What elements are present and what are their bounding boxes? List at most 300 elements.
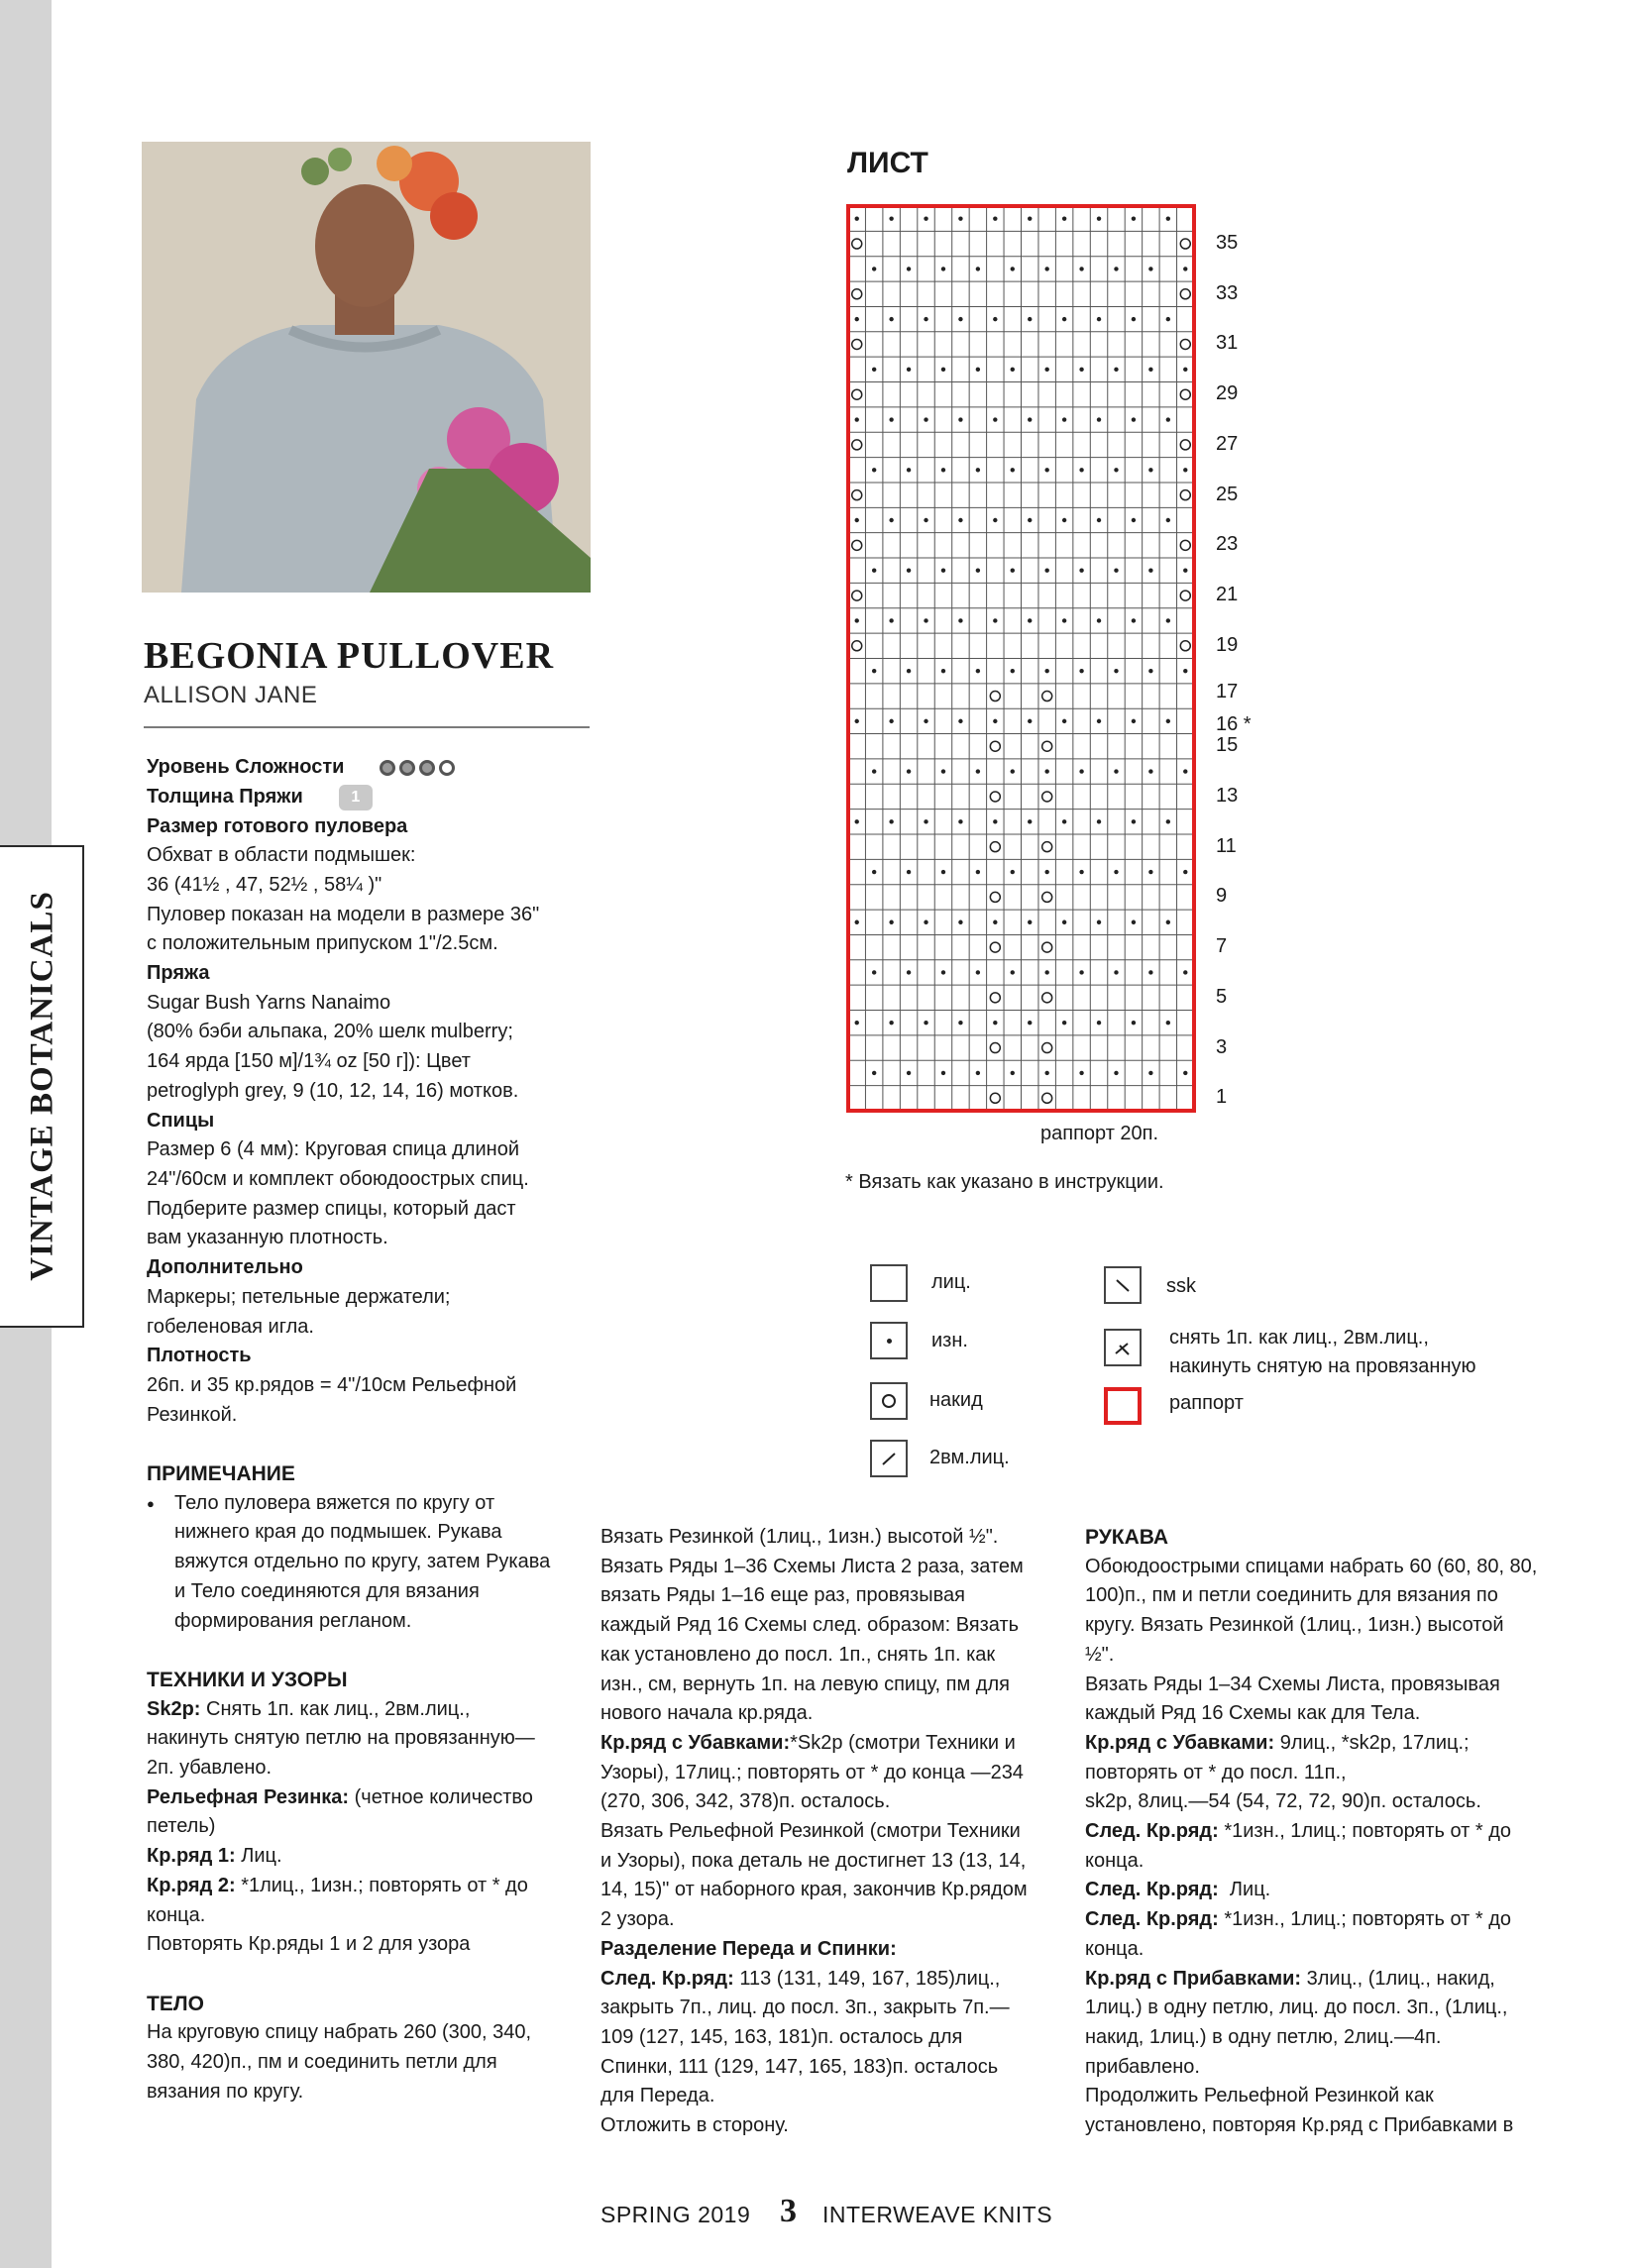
purl-stitch	[1011, 870, 1015, 874]
purl-stitch	[993, 216, 997, 220]
body-text-line: для Переда.	[600, 2085, 715, 2107]
chart-grid	[848, 206, 1194, 1111]
purl-stitch	[872, 368, 876, 372]
sleeve-dec-label: Кр.ряд с Убавками:	[1085, 1731, 1275, 1754]
purl-stitch	[1148, 468, 1152, 472]
purl-stitch	[889, 1021, 893, 1025]
chart-row-number: 19	[1216, 633, 1239, 656]
purl-stitch	[855, 216, 859, 220]
purl-stitch	[976, 970, 980, 974]
note-line: и Тело соединяются для вязания	[174, 1579, 480, 1602]
legend-sk2p-line: снять 1п. как лиц., 2вм.лиц.,	[1169, 1327, 1429, 1349]
purl-stitch	[872, 267, 876, 270]
right-column	[1085, 1523, 1580, 2141]
techniques-heading: ТЕХНИКИ И УЗОРЫ	[147, 1668, 348, 1691]
legend-ssk: ssk	[1166, 1275, 1196, 1297]
purl-stitch	[1044, 970, 1048, 974]
yarn-line: petroglyph grey, 9 (10, 12, 14, 16) мотков.	[147, 1079, 519, 1102]
purl-stitch	[1183, 368, 1187, 372]
sleeve-line: конца.	[1085, 1849, 1144, 1872]
sleeve-next-label: След. Кр.ряд:	[1085, 1879, 1219, 1901]
purl-stitch	[1132, 216, 1136, 220]
purl-stitch	[1044, 870, 1048, 874]
purl-stitch	[976, 468, 980, 472]
row2-text: конца.	[147, 1903, 206, 1926]
purl-stitch	[1062, 920, 1066, 924]
purl-stitch	[1011, 267, 1015, 270]
note-line: Тело пуловера вяжется по кругу от	[174, 1491, 495, 1514]
purl-stitch	[993, 618, 997, 622]
purl-stitch	[1097, 216, 1101, 220]
purl-stitch	[1166, 216, 1170, 220]
purl-stitch	[941, 970, 945, 974]
purl-stitch	[941, 569, 945, 573]
chart-row-number: 25	[1216, 483, 1239, 505]
purl-stitch	[1148, 569, 1152, 573]
yarn-over-stitch	[852, 641, 862, 651]
yarn-weight-label: Толщина Пряжи	[147, 785, 303, 808]
yarn-over-stitch	[1042, 842, 1052, 852]
chart-row-number: 13	[1216, 784, 1239, 807]
size-line: Обхват в области подмышек:	[147, 844, 416, 867]
purl-stitch	[1114, 970, 1118, 974]
size-line: Пуловер показан на модели в размере 36"	[147, 903, 540, 925]
yarn-over-stitch	[990, 993, 1000, 1003]
purl-stitch	[1079, 368, 1083, 372]
sk2p-label: Sk2p:	[147, 1697, 201, 1720]
sleeve-line: *1изн., 1лиц.; повторять от * до	[1218, 1820, 1511, 1843]
purl-stitch	[1148, 1071, 1152, 1075]
sleeves-heading: РУКАВА	[1085, 1526, 1169, 1549]
purl-stitch	[1011, 368, 1015, 372]
purl-stitch	[1028, 719, 1032, 723]
chart-row-number: 35	[1216, 232, 1239, 255]
purl-stitch	[1114, 368, 1118, 372]
yarn-over-stitch	[1042, 692, 1052, 702]
sleeve-line: каждый Ряд 16 Схемы как для Тела.	[1085, 1702, 1421, 1725]
body-line: На круговую спицу набрать 260 (300, 340,	[147, 2021, 532, 2044]
purl-stitch	[1062, 417, 1066, 421]
note-line: нижнего края до подмышек. Рукава	[174, 1521, 502, 1544]
purl-stitch	[907, 769, 911, 773]
purl-stitch	[941, 267, 945, 270]
purl-stitch	[1062, 317, 1066, 321]
sleeve-next-label: След. Кр.ряд:	[1085, 1820, 1219, 1843]
purl-stitch	[1132, 920, 1136, 924]
sleeve-line: Продолжить Рельефной Резинкой как	[1085, 2085, 1434, 2107]
yarn-over-stitch	[1042, 942, 1052, 952]
yarn-line: Sugar Bush Yarns Nanaimo	[147, 991, 391, 1014]
row2-text: *1лиц., 1изн.; повторять от * до	[235, 1874, 528, 1896]
sk2p-text: 2п. убавлено.	[147, 1757, 272, 1780]
purl-stitch	[1166, 518, 1170, 522]
sleeve-line: конца.	[1085, 1937, 1144, 1960]
purl-stitch	[1011, 669, 1015, 673]
repeat-symbol-icon	[1104, 1387, 1142, 1425]
sleeve-line: ½".	[1085, 1643, 1115, 1666]
purl-stitch	[855, 518, 859, 522]
yarn-over-stitch	[990, 942, 1000, 952]
purl-stitch	[1132, 317, 1136, 321]
rib-text: (четное количество	[349, 1785, 533, 1808]
purl-stitch	[1183, 267, 1187, 270]
purl-stitch	[1062, 518, 1066, 522]
chart-row-number: 17	[1216, 680, 1239, 702]
body-line: 380, 420)п., пм и соединить петли для	[147, 2051, 497, 2074]
chart-row-number: 21	[1216, 584, 1239, 606]
yarn-over-stitch	[852, 540, 862, 550]
body-text-line: вязать Ряды 1–16 еще раз, провязывая	[600, 1584, 965, 1607]
purl-stitch	[907, 669, 911, 673]
row2-label: Кр.ряд 2:	[147, 1874, 236, 1896]
purl-stitch	[1166, 317, 1170, 321]
size-line: с положительным припуском 1"/2.5см.	[147, 932, 498, 955]
purl-stitch	[1044, 669, 1048, 673]
purl-stitch	[1114, 669, 1118, 673]
purl-stitch	[889, 719, 893, 723]
yarn-over-stitch	[1042, 792, 1052, 802]
purl-stitch	[1148, 267, 1152, 270]
yarn-over-stitch	[1042, 1093, 1052, 1103]
body-text-line: Отложить в сторону.	[600, 2114, 789, 2137]
purl-stitch	[1097, 417, 1101, 421]
body-text-line: 14, 15)" от наборного края, закончив Кр.рядом	[600, 1879, 1028, 1901]
purl-stitch	[889, 920, 893, 924]
purl-stitch	[958, 417, 962, 421]
purl-stitch	[1097, 719, 1101, 723]
yarn-over-stitch	[990, 692, 1000, 702]
purl-stitch	[993, 317, 997, 321]
purl-stitch	[1079, 1071, 1083, 1075]
purl-stitch	[941, 1071, 945, 1075]
yarn-over-stitch	[1042, 741, 1052, 751]
yarn-over-stitch	[852, 490, 862, 500]
purl-stitch	[941, 468, 945, 472]
body-text-line: изн., см, вернуть 1п. на левую спицу, пм для	[600, 1673, 1010, 1695]
yarn-over-stitch	[852, 289, 862, 299]
purl-stitch	[1183, 970, 1187, 974]
purl-stitch	[1097, 920, 1101, 924]
yarn-over-stitch	[1180, 389, 1190, 399]
body-text-line: закрыть 7п., лиц. до посл. 3п., закрыть 7п.—	[600, 1997, 1010, 2019]
purl-stitch	[907, 267, 911, 270]
purl-stitch	[1044, 368, 1048, 372]
body-text-line: Узоры), 17лиц.; повторять от * до конца —234	[600, 1761, 1024, 1783]
purl-stitch	[1044, 769, 1048, 773]
purl-stitch	[855, 417, 859, 421]
yarn-over-stitch	[1042, 892, 1052, 902]
purl-stitch	[941, 368, 945, 372]
purl-stitch	[1044, 267, 1048, 270]
sleeve-line: накид, 1лиц.) в одну петлю, 2лиц.—4п.	[1085, 2025, 1442, 2048]
purl-stitch	[855, 719, 859, 723]
sk2p-text: накинуть снятую петлю на провязанную—	[147, 1727, 535, 1750]
row1-label: Кр.ряд 1:	[147, 1845, 236, 1868]
purl-stitch	[872, 970, 876, 974]
yarn-over-stitch	[1180, 339, 1190, 349]
purl-stitch	[1097, 819, 1101, 823]
purl-stitch	[1062, 719, 1066, 723]
purl-stitch	[1166, 819, 1170, 823]
purl-stitch	[1148, 769, 1152, 773]
purl-stitch	[993, 518, 997, 522]
body-text-line: нового начала кр.ряда.	[600, 1702, 814, 1725]
purl-stitch	[924, 518, 927, 522]
purl-stitch	[907, 970, 911, 974]
size-line: 36 (41½ , 47, 52½ , 58¼ )"	[147, 873, 382, 896]
bullet-icon: ●	[147, 1495, 155, 1511]
knit-symbol-icon	[870, 1264, 908, 1302]
sk2p-icon	[1104, 1329, 1142, 1366]
purl-stitch	[958, 719, 962, 723]
chart-row-number: 29	[1216, 382, 1239, 405]
purl-symbol-icon	[870, 1322, 908, 1359]
purl-stitch	[1132, 1021, 1136, 1025]
purl-stitch	[924, 417, 927, 421]
purl-stitch	[1183, 1071, 1187, 1075]
purl-stitch	[1183, 569, 1187, 573]
purl-stitch	[1028, 417, 1032, 421]
purl-stitch	[1028, 317, 1032, 321]
purl-stitch	[924, 719, 927, 723]
notions-line: Маркеры; петельные держатели;	[147, 1285, 451, 1308]
needles-line: Размер 6 (4 мм): Круговая спица длиной	[147, 1138, 520, 1161]
yarn-over-stitch	[852, 389, 862, 399]
purl-stitch	[907, 468, 911, 472]
purl-stitch	[872, 669, 876, 673]
purl-stitch	[855, 1021, 859, 1025]
purl-stitch	[1044, 1071, 1048, 1075]
purl-stitch	[855, 920, 859, 924]
chart-row-number: 23	[1216, 533, 1239, 556]
purl-stitch	[1132, 819, 1136, 823]
purl-stitch	[1079, 267, 1083, 270]
body-text-line: Вязать Рельефной Резинкой (смотри Техники	[600, 1820, 1021, 1843]
purl-stitch	[976, 267, 980, 270]
purl-stitch	[941, 669, 945, 673]
body-text-line: каждый Ряд 16 Схемы след. образом: Вязать	[600, 1614, 1020, 1637]
purl-stitch	[924, 819, 927, 823]
purl-stitch	[1183, 769, 1187, 773]
purl-stitch	[1148, 870, 1152, 874]
purl-stitch	[976, 769, 980, 773]
yarn-over-stitch	[1180, 591, 1190, 600]
purl-stitch	[993, 719, 997, 723]
middle-column	[600, 1523, 1066, 2141]
sleeve-line: повторять от * до посл. 11п.,	[1085, 1761, 1347, 1783]
needles-line: Подберите размер спицы, который даст	[147, 1197, 516, 1220]
purl-stitch	[958, 819, 962, 823]
chart-row-number: 5	[1216, 985, 1228, 1008]
purl-stitch	[872, 1071, 876, 1075]
sleeve-line: 9лиц., *sk2p, 17лиц.;	[1274, 1731, 1470, 1754]
note-bullet	[147, 1489, 583, 1637]
purl-stitch	[1079, 669, 1083, 673]
purl-stitch	[1114, 267, 1118, 270]
sleeve-line: sk2p, 8лиц.—54 (54, 72, 72, 90)п. осталось.	[1085, 1790, 1481, 1813]
notions-line: гобеленовая игла.	[147, 1315, 314, 1338]
purl-stitch	[855, 819, 859, 823]
purl-stitch	[958, 1021, 962, 1025]
purl-stitch	[1028, 518, 1032, 522]
yarn-over-stitch	[852, 339, 862, 349]
purl-stitch	[993, 417, 997, 421]
purl-stitch	[1097, 518, 1101, 522]
repeat-width-label: раппорт 20п.	[1040, 1123, 1159, 1144]
chart-row-number: 33	[1216, 281, 1239, 304]
body-text-line: (270, 306, 342, 378)п. осталось.	[600, 1790, 891, 1813]
purl-stitch	[941, 769, 945, 773]
purl-stitch	[889, 216, 893, 220]
purl-stitch	[1148, 669, 1152, 673]
purl-stitch	[872, 870, 876, 874]
purl-stitch	[1011, 970, 1015, 974]
yarn-line: (80% бэби альпака, 20% шелк mulberry;	[147, 1021, 513, 1043]
body-heading: ТЕЛО	[147, 1992, 204, 2015]
size-label: Размер готового пуловера	[147, 814, 408, 837]
yarn-over-icon	[870, 1382, 908, 1420]
purl-stitch	[1114, 870, 1118, 874]
purl-stitch	[872, 468, 876, 472]
note-heading: ПРИМЕЧАНИЕ	[147, 1462, 295, 1485]
purl-stitch	[1028, 1021, 1032, 1025]
purl-stitch	[1114, 1071, 1118, 1075]
sk2p-text: Снять 1п. как лиц., 2вм.лиц.,	[200, 1697, 471, 1720]
purl-stitch	[1148, 970, 1152, 974]
body-text-line: Спинки, 111 (129, 147, 165, 183)п. осталось	[600, 2055, 999, 2078]
purl-stitch	[1011, 769, 1015, 773]
purl-stitch	[889, 518, 893, 522]
purl-stitch	[924, 317, 927, 321]
body-text-line: 113 (131, 149, 167, 185)лиц.,	[733, 1967, 1001, 1990]
purl-stitch	[1132, 618, 1136, 622]
sleeve-line: 100)п., пм и петли соединить для вязания по	[1085, 1584, 1498, 1607]
purl-stitch	[1028, 920, 1032, 924]
chart-title: ЛИСТ	[847, 147, 928, 179]
purl-stitch	[889, 417, 893, 421]
yarn-over-stitch	[1180, 540, 1190, 550]
chart-row-number: 31	[1216, 332, 1239, 355]
purl-stitch	[976, 669, 980, 673]
purl-stitch	[1028, 216, 1032, 220]
purl-stitch	[1079, 569, 1083, 573]
yarn-over-stitch	[990, 792, 1000, 802]
purl-stitch	[924, 216, 927, 220]
yarn-over-stitch	[1042, 993, 1052, 1003]
purl-stitch	[976, 1071, 980, 1075]
body-line: вязания по кругу.	[147, 2080, 304, 2103]
purl-stitch	[1097, 1021, 1101, 1025]
yarn-over-stitch	[1180, 239, 1190, 249]
purl-stitch	[1079, 468, 1083, 472]
sleeve-line: 3лиц., (1лиц., накид,	[1301, 1967, 1495, 1990]
purl-stitch	[1062, 216, 1066, 220]
k2tog-icon	[870, 1440, 908, 1477]
purl-stitch	[1097, 618, 1101, 622]
yarn-over-stitch	[852, 239, 862, 249]
purl-stitch	[907, 1071, 911, 1075]
purl-stitch	[1011, 468, 1015, 472]
body-text-line: 2 узора.	[600, 1908, 675, 1931]
purl-stitch	[993, 1021, 997, 1025]
purl-stitch	[855, 618, 859, 622]
yarn-over-stitch	[990, 741, 1000, 751]
legend-yo: накид	[929, 1389, 983, 1411]
purl-stitch	[1166, 920, 1170, 924]
note-line: формирования регланом.	[174, 1609, 412, 1632]
gauge-line: 26п. и 35 кр.рядов = 4"/10см Рельефной	[147, 1373, 517, 1396]
purl-stitch	[1079, 970, 1083, 974]
body-text-line: Вязать Резинкой (1лиц., 1изн.) высотой ½".	[600, 1526, 999, 1548]
legend-k2tog: 2вм.лиц.	[929, 1447, 1010, 1468]
purl-stitch	[1132, 417, 1136, 421]
legend-sk2p	[1169, 1324, 1476, 1381]
purl-stitch	[1132, 719, 1136, 723]
row1-text: Лиц.	[235, 1845, 282, 1868]
purl-stitch	[1114, 468, 1118, 472]
gauge-line: Резинкой.	[147, 1403, 238, 1426]
chart-row-number: 27	[1216, 432, 1239, 455]
rib-label: Рельефная Резинка:	[147, 1785, 350, 1808]
purl-stitch	[872, 769, 876, 773]
purl-stitch	[1166, 417, 1170, 421]
purl-stitch	[1166, 1021, 1170, 1025]
yarn-over-stitch	[1042, 1043, 1052, 1053]
purl-stitch	[993, 819, 997, 823]
yarn-over-stitch	[990, 842, 1000, 852]
purl-stitch	[1183, 669, 1187, 673]
purl-stitch	[924, 618, 927, 622]
notions-label: Дополнительно	[147, 1256, 303, 1279]
purl-stitch	[958, 216, 962, 220]
purl-stitch	[872, 569, 876, 573]
sleeve-line: *1изн., 1лиц.; повторять от * до	[1218, 1908, 1511, 1931]
chart-row-number: 15	[1216, 734, 1239, 757]
purl-stitch	[907, 569, 911, 573]
chart-row-number: 9	[1216, 885, 1228, 908]
body-text-line: *Sk2p (смотри Техники и	[790, 1731, 1016, 1754]
body-text-line: как установлено до посл. 1п., снять 1п. как	[600, 1643, 996, 1666]
purl-stitch	[1062, 819, 1066, 823]
purl-stitch	[958, 317, 962, 321]
rib-text: петель)	[147, 1815, 216, 1838]
next-round-label: След. Кр.ряд:	[600, 1967, 734, 1990]
purl-stitch	[889, 819, 893, 823]
needles-line: вам указанную плотность.	[147, 1227, 388, 1249]
yarn-over-stitch	[1180, 440, 1190, 450]
purl-stitch	[1114, 769, 1118, 773]
pattern-title: BEGONIA PULLOVER	[144, 635, 555, 677]
purl-stitch	[1044, 468, 1048, 472]
purl-stitch	[924, 920, 927, 924]
needles-line: 24"/60см и комплект обоюдоострых спиц.	[147, 1167, 529, 1190]
purl-stitch	[976, 368, 980, 372]
purl-stitch	[958, 920, 962, 924]
purl-stitch	[1114, 569, 1118, 573]
purl-stitch	[889, 317, 893, 321]
yarn-over-stitch	[1180, 641, 1190, 651]
purl-stitch	[1079, 870, 1083, 874]
chart-row-number: 7	[1216, 935, 1228, 958]
legend-knit: лиц.	[931, 1271, 971, 1293]
purl-stitch	[1166, 719, 1170, 723]
needles-label: Спицы	[147, 1109, 215, 1132]
footer-season: SPRING 2019	[600, 2202, 751, 2227]
sleeve-line: прибавлено.	[1085, 2055, 1200, 2078]
purl-stitch	[1062, 618, 1066, 622]
sleeve-line: установлено, повторяя Кр.ряд с Прибавками в	[1085, 2114, 1514, 2137]
sleeve-next-label: След. Кр.ряд:	[1085, 1908, 1219, 1931]
